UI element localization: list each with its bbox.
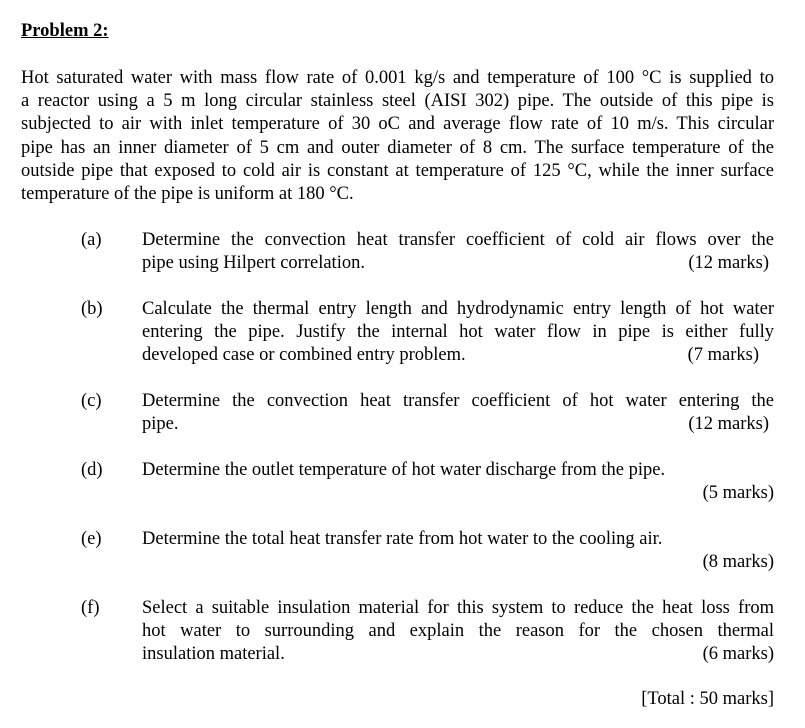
question-label: (c) — [81, 391, 102, 411]
question-last-line — [142, 344, 774, 367]
statement-line: temperature of the pipe is uniform at 180 °C. — [21, 184, 354, 205]
question-marks: (7 marks) — [687, 345, 759, 366]
question-body — [142, 229, 774, 275]
question-line: Determine the convection heat transfer coefficient of cold air flows over the — [142, 230, 774, 250]
question-line: hot water to surrounding and explain the reason for the chosen thermal — [142, 621, 774, 642]
statement-line: outside pipe that exposed to cold air is constant at temperature of 125 °C, while the inner surface — [21, 160, 774, 181]
question-marks: (12 marks) — [688, 253, 769, 274]
question-marks: (12 marks) — [688, 414, 769, 435]
statement-line: pipe has an inner diameter of 5 cm and outer diameter of 8 cm. The surface temperature of the — [21, 137, 774, 158]
question-text: insulation material. — [142, 644, 285, 665]
question-text: pipe using Hilpert correlation. — [142, 253, 365, 274]
question-line: Determine the total heat transfer rate from hot water to the cooling air. — [142, 529, 663, 549]
question-body — [142, 528, 774, 574]
question-marks: (8 marks) — [702, 552, 774, 573]
question-marks: (5 marks) — [702, 483, 774, 504]
question-body — [142, 390, 774, 436]
statement-line: Hot saturated water with mass flow rate of 0.001 kg/s and temperature of 100 °C is supplied to — [21, 68, 774, 88]
question-label: (f) — [81, 598, 100, 618]
question-last-line — [142, 252, 774, 275]
question-line: Select a suitable insulation material for this system to reduce the heat loss from — [142, 598, 774, 618]
question-body — [142, 459, 774, 505]
question-line: Determine the outlet temperature of hot water discharge from the pipe. — [142, 460, 666, 480]
question-line: Determine the convection heat transfer coefficient of hot water entering the — [142, 391, 774, 411]
total-marks: [Total : 50 marks] — [641, 689, 774, 709]
problem-title: Problem 2: — [21, 21, 109, 41]
question-label: (a) — [81, 230, 102, 250]
question-line: entering the pipe. Justify the internal hot water flow in pipe is either fully — [142, 322, 774, 343]
question-line: Calculate the thermal entry length and hydrodynamic entry length of hot water — [142, 299, 774, 319]
question-label: (d) — [81, 460, 103, 480]
question-marks: (6 marks) — [702, 644, 774, 665]
question-label: (e) — [81, 529, 102, 549]
question-body — [142, 597, 774, 667]
question-label: (b) — [81, 299, 103, 319]
question-text: developed case or combined entry problem. — [142, 345, 466, 366]
question-last-line — [142, 413, 774, 436]
question-last-line — [142, 643, 774, 666]
statement-line: subjected to air with inlet temperature of 30 oC and average flow rate of 10 m/s. This circular — [21, 114, 774, 135]
question-text: pipe. — [142, 414, 179, 435]
question-body — [142, 298, 774, 368]
statement-line: a reactor using a 5 m long circular stainless steel (AISI 302) pipe. The outside of this pipe is — [21, 91, 774, 112]
problem-statement — [21, 67, 774, 206]
